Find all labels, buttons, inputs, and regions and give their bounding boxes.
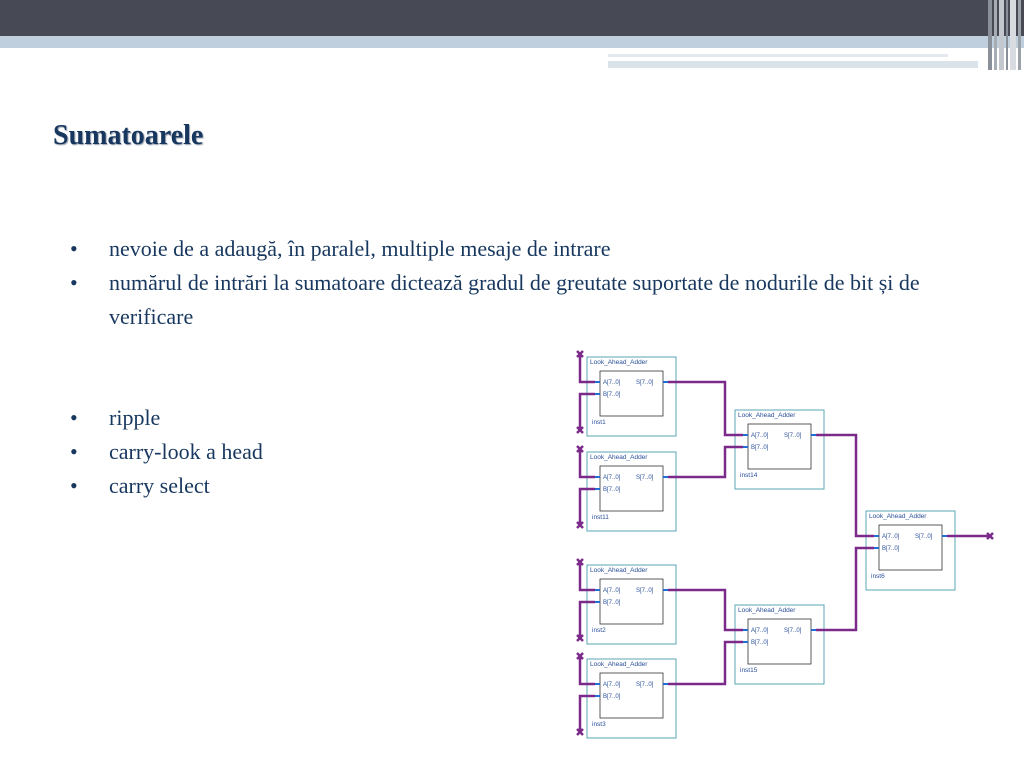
block-module-name: Look_Ahead_Adder <box>590 567 648 574</box>
port-s-label: S[7..0] <box>636 380 654 386</box>
port-a-label: A[7..0] <box>603 380 621 386</box>
bullet-symbol: • <box>70 270 78 295</box>
block-module-name: Look_Ahead_Adder <box>590 661 648 668</box>
port-s-label: S[7..0] <box>915 534 933 540</box>
block-module-name: Look_Ahead_Adder <box>590 454 648 461</box>
connection-wire <box>668 642 743 684</box>
connection-wire <box>668 382 743 435</box>
instance-label: inst14 <box>740 472 758 479</box>
adder-block-inst2 <box>587 565 676 644</box>
bullet-symbol: • <box>70 473 78 498</box>
port-b-label: B[7..0] <box>603 487 621 493</box>
adder-block-inst1 <box>587 357 676 436</box>
adder-block-inst6 <box>866 511 955 590</box>
port-b-label: B[7..0] <box>603 392 621 398</box>
port-b-label: B[7..0] <box>603 694 621 700</box>
adder-block-inst14 <box>735 410 824 489</box>
bullet-text: nevoie de a adaugă, în paralel, multiple mesaje de intrare <box>109 236 611 261</box>
bullet-symbol: • <box>70 236 78 261</box>
bullet-symbol: • <box>70 439 78 464</box>
bullet-item <box>70 435 470 469</box>
instance-label: inst3 <box>592 721 606 728</box>
header-decoration <box>0 0 1024 80</box>
instance-label: inst1 <box>592 419 606 426</box>
block-module-name: Look_Ahead_Adder <box>869 513 927 520</box>
bullet-text: carry select <box>109 473 210 498</box>
port-a-label: A[7..0] <box>603 682 621 688</box>
port-s-label: S[7..0] <box>636 588 654 594</box>
port-s-label: S[7..0] <box>636 475 654 481</box>
slide-title: Sumatoarele <box>53 120 204 151</box>
bullet-list-bottom <box>70 401 470 503</box>
adder-block-inst3 <box>587 659 676 738</box>
port-b-label: B[7..0] <box>751 445 769 451</box>
connection-wire <box>668 590 743 630</box>
instance-label: inst2 <box>592 627 606 634</box>
adder-tree-schematic <box>565 340 1005 740</box>
instance-label: inst6 <box>871 573 885 580</box>
block-module-name: Look_Ahead_Adder <box>738 607 796 614</box>
port-b-label: B[7..0] <box>603 600 621 606</box>
bullet-text: ripple <box>109 405 161 430</box>
connection-wire <box>816 435 874 536</box>
block-module-name: Look_Ahead_Adder <box>590 359 648 366</box>
port-s-label: S[7..0] <box>784 628 802 634</box>
adder-block-inst11 <box>587 452 676 531</box>
port-a-label: A[7..0] <box>751 433 769 439</box>
bullet-item <box>70 469 470 503</box>
connection-wire <box>668 447 743 477</box>
port-a-label: A[7..0] <box>751 628 769 634</box>
adder-block-inst15 <box>735 605 824 684</box>
port-b-label: B[7..0] <box>882 546 900 552</box>
port-s-label: S[7..0] <box>784 433 802 439</box>
port-a-label: A[7..0] <box>603 475 621 481</box>
bullet-list-top <box>70 232 940 334</box>
bullet-symbol: • <box>70 405 78 430</box>
bullet-text: numărul de intrări la sumatoare dictează gradul de greutate suportate de nodurile de bit și de verificare <box>109 270 920 329</box>
port-s-label: S[7..0] <box>636 682 654 688</box>
bullet-item <box>70 401 470 435</box>
instance-label: inst11 <box>592 514 609 521</box>
bullet-text: carry-look a head <box>109 439 263 464</box>
block-module-name: Look_Ahead_Adder <box>738 412 796 419</box>
bullet-item <box>70 266 940 334</box>
port-a-label: A[7..0] <box>603 588 621 594</box>
instance-label: inst15 <box>740 667 758 674</box>
port-b-label: B[7..0] <box>751 640 769 646</box>
bullet-item <box>70 232 940 266</box>
port-a-label: A[7..0] <box>882 534 900 540</box>
connection-wire <box>816 548 874 630</box>
